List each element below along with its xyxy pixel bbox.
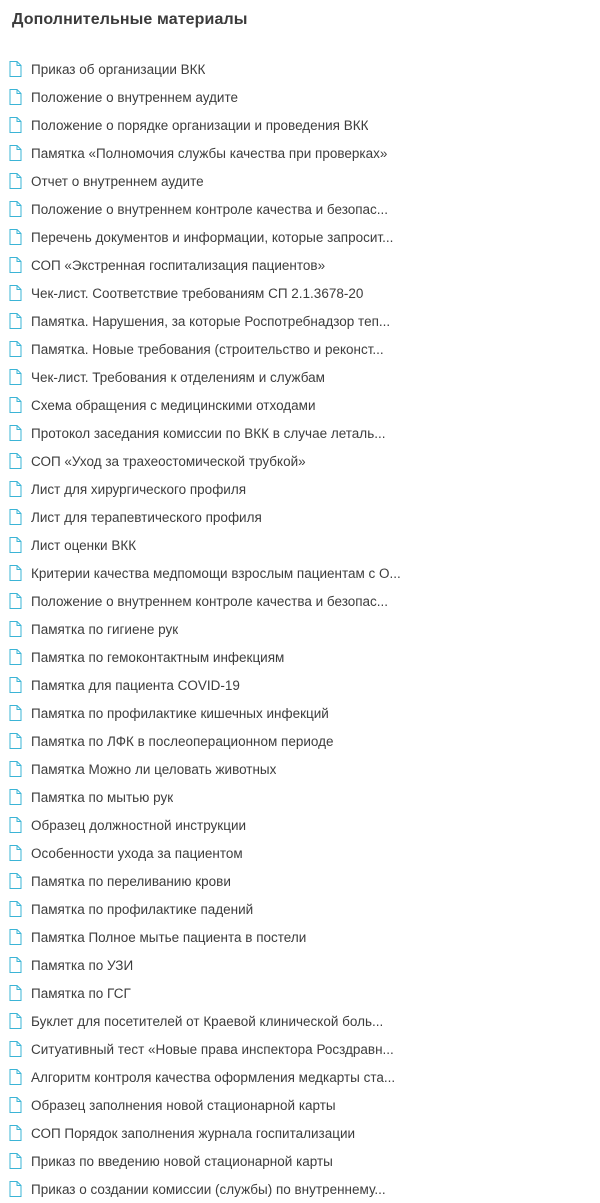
document-icon bbox=[8, 369, 22, 386]
document-icon bbox=[8, 565, 22, 582]
document-link[interactable]: Приказ по введению новой стационарной карты bbox=[31, 1153, 333, 1169]
list-item[interactable] bbox=[0, 699, 600, 727]
document-link[interactable]: Памятка. Нарушения, за которые Роспотребнадзор теп... bbox=[31, 313, 391, 329]
document-link[interactable]: Ситуативный тест «Новые права инспектора Росздравн... bbox=[31, 1041, 394, 1057]
document-icon bbox=[8, 145, 22, 162]
list-item[interactable] bbox=[0, 195, 600, 223]
document-icon bbox=[8, 285, 22, 302]
list-item[interactable] bbox=[0, 1035, 600, 1063]
document-icon bbox=[8, 201, 22, 218]
document-icon bbox=[8, 621, 22, 638]
document-link[interactable]: Алгоритм контроля качества оформления медкарты ста... bbox=[31, 1069, 396, 1085]
document-icon bbox=[8, 1069, 22, 1086]
document-link[interactable]: Памятка по переливанию крови bbox=[31, 873, 231, 889]
document-icon bbox=[8, 173, 22, 190]
document-icon bbox=[8, 257, 22, 274]
list-item[interactable] bbox=[0, 83, 600, 111]
document-icon bbox=[8, 229, 22, 246]
list-item[interactable] bbox=[0, 867, 600, 895]
document-link[interactable]: Особенности ухода за пациентом bbox=[31, 845, 243, 861]
list-item[interactable] bbox=[0, 923, 600, 951]
document-icon bbox=[8, 117, 22, 134]
document-icon bbox=[8, 817, 22, 834]
list-item[interactable] bbox=[0, 979, 600, 1007]
document-link[interactable]: Памятка по гемоконтактным инфекциям bbox=[31, 649, 285, 665]
document-icon bbox=[8, 481, 22, 498]
list-item[interactable] bbox=[0, 223, 600, 251]
document-link[interactable]: Памятка «Полномочия службы качества при проверках» bbox=[31, 145, 388, 161]
document-icon bbox=[8, 1097, 22, 1114]
document-link[interactable]: Отчет о внутреннем аудите bbox=[31, 173, 204, 189]
page-title: Дополнительные материалы bbox=[12, 11, 248, 28]
document-icon bbox=[8, 677, 22, 694]
document-icon bbox=[8, 985, 22, 1002]
document-link[interactable]: СОП Порядок заполнения журнала госпитализации bbox=[31, 1125, 356, 1141]
document-icon bbox=[8, 453, 22, 470]
list-item[interactable] bbox=[0, 391, 600, 419]
document-icon bbox=[8, 733, 22, 750]
document-icon bbox=[8, 957, 22, 974]
document-link[interactable]: Схема обращения с медицинскими отходами bbox=[31, 397, 316, 413]
document-icon bbox=[8, 61, 22, 78]
document-icon bbox=[8, 1013, 22, 1030]
document-link[interactable]: Памятка по ЛФК в послеоперационном периоде bbox=[31, 733, 334, 749]
document-icon bbox=[8, 845, 22, 862]
document-link[interactable]: Образец должностной инструкции bbox=[31, 817, 247, 833]
document-icon bbox=[8, 929, 22, 946]
document-link[interactable]: Памятка по профилактике падений bbox=[31, 901, 254, 917]
document-link[interactable]: Памятка по гигиене рук bbox=[31, 621, 179, 637]
list-item[interactable] bbox=[0, 671, 600, 699]
document-link[interactable]: Приказ об организации ВКК bbox=[31, 61, 206, 77]
list-item[interactable] bbox=[0, 447, 600, 475]
list-item[interactable] bbox=[0, 727, 600, 755]
document-link[interactable]: Перечень документов и информации, которые запросит... bbox=[31, 229, 394, 245]
list-item[interactable] bbox=[0, 139, 600, 167]
document-link[interactable]: Образец заполнения новой стационарной карты bbox=[31, 1097, 336, 1113]
list-item[interactable] bbox=[0, 279, 600, 307]
document-link[interactable]: Положение о порядке организации и проведения ВКК bbox=[31, 117, 369, 133]
list-item[interactable] bbox=[0, 251, 600, 279]
list-item[interactable] bbox=[0, 1175, 600, 1203]
document-icon bbox=[8, 313, 22, 330]
document-link[interactable]: СОП «Экстренная госпитализация пациентов» bbox=[31, 257, 326, 273]
list-item[interactable] bbox=[0, 811, 600, 839]
document-list bbox=[0, 55, 600, 1203]
document-icon bbox=[8, 537, 22, 554]
list-item[interactable] bbox=[0, 335, 600, 363]
document-link[interactable]: Памятка по УЗИ bbox=[31, 957, 134, 973]
document-link[interactable]: Буклет для посетителей от Краевой клинической боль... bbox=[31, 1013, 384, 1029]
document-icon bbox=[8, 509, 22, 526]
document-icon bbox=[8, 649, 22, 666]
document-link[interactable]: Памятка по профилактике кишечных инфекций bbox=[31, 705, 329, 721]
list-item[interactable] bbox=[0, 1063, 600, 1091]
document-link[interactable]: Лист для хирургического профиля bbox=[31, 481, 247, 497]
list-item[interactable] bbox=[0, 475, 600, 503]
document-link[interactable]: Памятка по ГСГ bbox=[31, 985, 131, 1001]
list-item[interactable] bbox=[0, 559, 600, 587]
document-icon bbox=[8, 89, 22, 106]
list-item[interactable] bbox=[0, 503, 600, 531]
document-icon bbox=[8, 341, 22, 358]
list-item[interactable] bbox=[0, 167, 600, 195]
document-link[interactable]: Критерии качества медпомощи взрослым пациентам с О... bbox=[31, 565, 401, 581]
document-link[interactable]: Памятка. Новые требования (строительство и реконст... bbox=[31, 341, 384, 357]
document-link[interactable]: Лист для терапевтического профиля bbox=[31, 509, 262, 525]
list-item[interactable] bbox=[0, 1091, 600, 1119]
document-link[interactable]: Положение о внутреннем аудите bbox=[31, 89, 238, 105]
document-link[interactable]: Чек-лист. Требования к отделениям и службам bbox=[31, 369, 325, 385]
document-icon bbox=[8, 761, 22, 778]
document-link[interactable]: Лист оценки ВКК bbox=[31, 537, 137, 553]
document-link[interactable]: Положение о внутреннем контроле качества и безопас... bbox=[31, 201, 389, 217]
document-link[interactable]: Приказ о создании комиссии (службы) по внутреннему... bbox=[31, 1181, 386, 1197]
list-item[interactable] bbox=[0, 1007, 600, 1035]
document-link[interactable]: Положение о внутреннем контроле качества и безопас... bbox=[31, 593, 389, 609]
document-link[interactable]: Памятка по мытью рук bbox=[31, 789, 174, 805]
document-link[interactable]: Памятка для пациента COVID-19 bbox=[31, 677, 240, 693]
document-icon bbox=[8, 873, 22, 890]
document-link[interactable]: Протокол заседания комиссии по ВКК в случае леталь... bbox=[31, 425, 386, 441]
document-link[interactable]: Памятка Можно ли целовать животных bbox=[31, 761, 277, 777]
document-icon bbox=[8, 1041, 22, 1058]
list-item[interactable] bbox=[0, 419, 600, 447]
list-item[interactable] bbox=[0, 363, 600, 391]
document-icon bbox=[8, 1125, 22, 1142]
list-item[interactable] bbox=[0, 783, 600, 811]
list-item[interactable] bbox=[0, 1119, 600, 1147]
list-item[interactable] bbox=[0, 951, 600, 979]
list-item[interactable] bbox=[0, 755, 600, 783]
document-icon bbox=[8, 397, 22, 414]
list-item[interactable] bbox=[0, 1147, 600, 1175]
list-item[interactable] bbox=[0, 55, 600, 83]
list-item[interactable] bbox=[0, 587, 600, 615]
document-icon bbox=[8, 1181, 22, 1198]
list-item[interactable] bbox=[0, 839, 600, 867]
document-icon bbox=[8, 789, 22, 806]
list-item[interactable] bbox=[0, 111, 600, 139]
document-icon bbox=[8, 705, 22, 722]
document-icon bbox=[8, 425, 22, 442]
document-link[interactable]: Чек-лист. Соответствие требованиям СП 2.1.3678-20 bbox=[31, 285, 364, 301]
document-link[interactable]: Памятка Полное мытье пациента в постели bbox=[31, 929, 307, 945]
list-item[interactable] bbox=[0, 307, 600, 335]
document-icon bbox=[8, 901, 22, 918]
list-item[interactable] bbox=[0, 531, 600, 559]
list-item[interactable] bbox=[0, 643, 600, 671]
document-icon bbox=[8, 593, 22, 610]
document-link[interactable]: СОП «Уход за трахеостомической трубкой» bbox=[31, 453, 306, 469]
list-item[interactable] bbox=[0, 615, 600, 643]
list-item[interactable] bbox=[0, 895, 600, 923]
document-icon bbox=[8, 1153, 22, 1170]
